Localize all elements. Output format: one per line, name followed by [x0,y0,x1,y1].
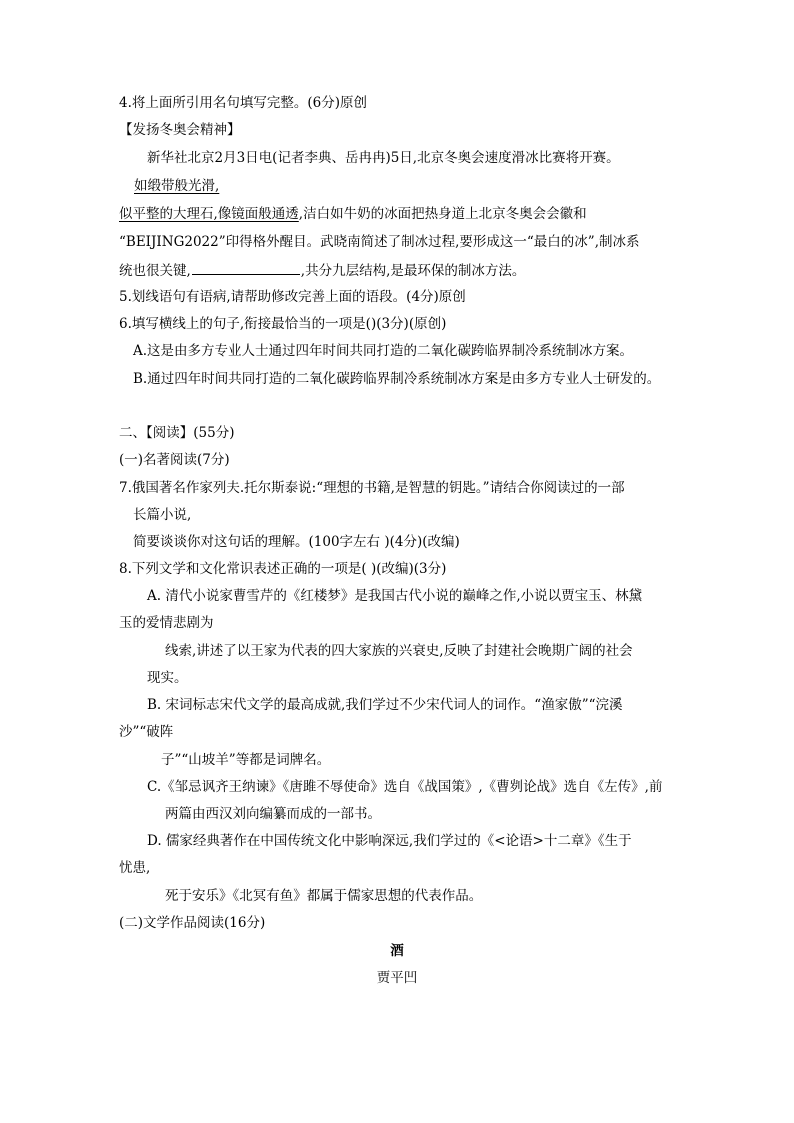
question-8-option-d-1: D. 儒家经典著作在中国传统文化中影响深远,我们学过的《<论语>十二章》《生于 [147,833,632,849]
question-8-option-a-3: 线索,讲述了以王家为代表的四大家族的兴衰史,反映了封建社会晚期广阔的社会 [165,643,633,659]
subsection-2-heading: (二)文学作品阅读(16分) [119,915,266,931]
question-7-line-1: 7.俄国著名作家列夫.托尔斯泰说:“理想的书籍,是智慧的钥匙。”请结合你阅读过的一部 [119,480,625,496]
question-8-option-c-1: C.《邹忌讽齐王纳谏》《唐雎不辱使命》选自《战国策》,《曹刿论战》选自《左传》,前 [147,779,663,795]
subsection-1-heading: (一)名著阅读(7分) [119,452,230,468]
question-8-option-a-1: A. 清代小说家曹雪芹的《红楼梦》是我国古代小说的巅峰之作,小说以贾宝玉、林黛 [147,588,643,604]
passage-line-5-pre: 统也很关键, [119,263,191,279]
passage-line-4: “BEIJING2022”印得格外醒目。武晓南简述了制冰过程,要形成这一“最白的冰”,制冰系 [119,234,640,250]
question-8-option-b-3: 子”“山坡羊”等都是词牌名。 [161,752,331,768]
question-8-option-a-2: 玉的爱情悲剧为 [119,615,214,631]
question-8-option-b-2: 沙”“破阵 [119,724,174,740]
question-8-option-d-2: 忧患, [119,860,151,876]
article-title: 酒 [390,943,404,959]
passage-line-3 [119,205,587,223]
question-8-option-c-2: 两篇由西汉刘向编纂而成的一部书。 [165,806,381,822]
passage-underlined-1: 如缎带般光滑, [134,178,220,194]
part-2-heading: 二、【阅读】(55分) [119,425,235,441]
question-6-option-a: A.这是由多方专业人士通过四年时间共同打造的二氧化碳跨临界制冷系统制冰方案。 [133,343,634,359]
article-author: 贾平凹 [376,970,418,986]
passage-line-5-post: ,共分九层结构,是最环保的制冰方法。 [300,263,526,279]
passage-underlined-2: 似平整的大理石,像镜面般通透 [119,206,299,222]
question-7-line-2: 长篇小说, [133,507,192,523]
question-5: 5.划线语句有语病,请帮助修改完善上面的语段。(4分)原创 [119,289,466,305]
passage-line-3-rest: ,洁白如牛奶的冰面把热身道上北京冬奥会会徽和 [298,206,587,222]
question-6-option-b: B.通过四年时间共同打造的二氧化碳跨临界制冷系统制冰方案是由多方专业人士研发的。 [133,371,661,387]
question-6: 6.填写横线上的句子,衔接最恰当的一项是()(3分)(原创) [119,316,447,332]
fill-in-blank[interactable] [192,261,300,275]
question-7-line-3: 简要谈谈你对这句话的理解。(100字左右 )(4分)(改编) [133,534,460,550]
passage-line-1: 新华社北京2月3日电(记者李典、岳冉冉)5日,北京冬奥会速度滑冰比赛将开赛。 [147,150,620,166]
question-8-option-a-4: 现实。 [147,670,188,686]
question-8-option-b-1: B. 宋词标志宋代文学的最高成就,我们学过不少宋代词人的词作。“渔家傲”“浣溪 [147,697,623,713]
question-4: 4.将上面所引用名句填写完整。(6分)原创 [119,95,368,111]
section-heading: 【发扬冬奥会精神】 [119,122,241,138]
passage-line-5 [119,261,525,280]
question-8-option-d-3: 死于安乐》《北冥有鱼》都属于儒家思想的代表作品。 [165,888,483,904]
question-8: 8.下列文学和文化常识表述正确的一项是( )(改编)(3分) [119,561,447,577]
